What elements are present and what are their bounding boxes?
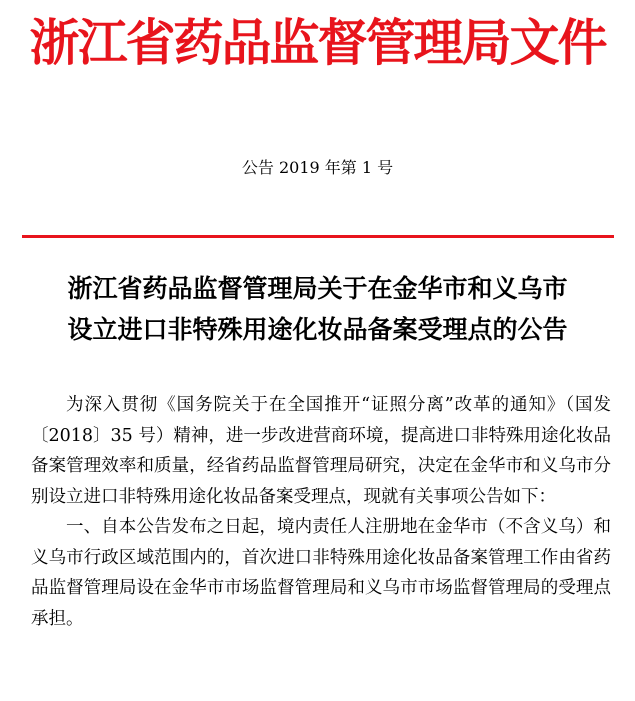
document-title-line-2: 设立进口非特殊用途化妆品备案受理点的公告 <box>67 315 568 344</box>
red-divider-line <box>22 235 614 238</box>
masthead-title: 浙江省药品监督管理局文件 <box>29 13 606 72</box>
document-body <box>31 390 611 634</box>
document-title-line-1: 浙江省药品监督管理局关于在金华市和义乌市 <box>67 274 568 303</box>
document-title <box>0 268 635 350</box>
body-paragraph-2: 一、自本公告发布之日起，境内责任人注册地在金华市（不含义乌）和义乌市行政区域范围内的，首次进口非特殊用途化妆品备案管理工作由省药品监督管理局设在金华市市场监督管理局和义乌市市场监督管理局的受理点承担。 <box>31 517 611 629</box>
body-paragraph-1: 为深入贯彻《国务院关于在全国推开“证照分离”改革的通知》（国发〔2018〕35 号）精神，进一步改进营商环境，提高进口非特殊用途化妆品备案管理效率和质量，经省药品监督管理局研究，决定在金华市和义乌市分别设立进口非特殊用途化妆品备案受理点，现就有关事项公告如下： <box>31 395 611 507</box>
document-number: 公告 2019 年第 1 号 <box>241 158 394 177</box>
